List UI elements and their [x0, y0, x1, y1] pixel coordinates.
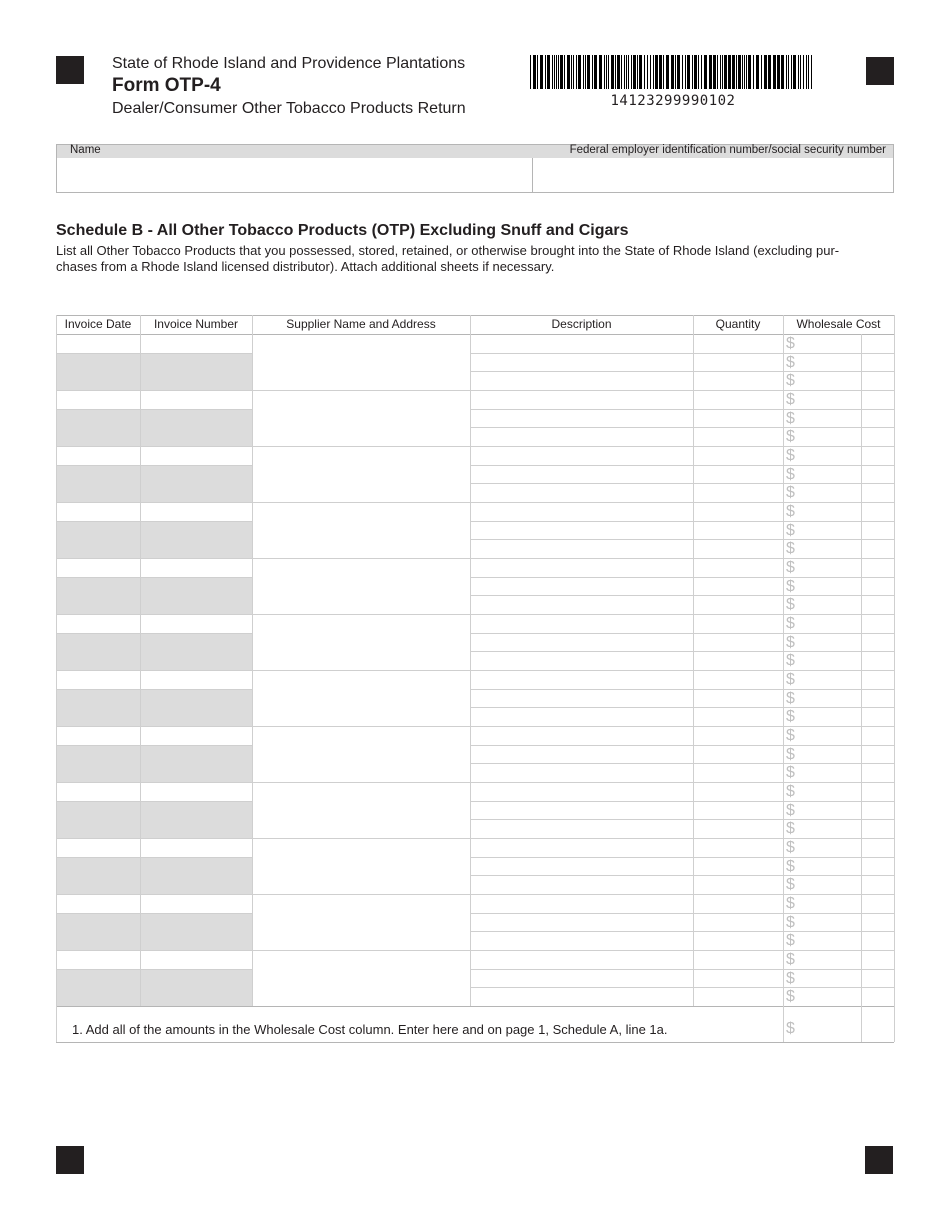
- description-field[interactable]: [470, 838, 693, 857]
- schedule-instructions: List all Other Tobacco Products that you possessed, stored, retained, or otherwise brought into the State of Rhode Island (excluding pur- chases from a Rhode Island licensed distributor). Attach additional sheets if necessary.: [56, 243, 840, 274]
- description-field[interactable]: [470, 689, 693, 708]
- dollar-sign: $: [786, 391, 795, 408]
- dollar-sign: $: [786, 671, 795, 688]
- description-field[interactable]: [470, 894, 693, 913]
- description-field[interactable]: [470, 707, 693, 726]
- shaded-area: [56, 521, 252, 558]
- dollar-sign: $: [786, 783, 795, 800]
- description-field[interactable]: [470, 371, 693, 390]
- invoice-number-field[interactable]: [140, 670, 252, 689]
- description-field[interactable]: [470, 857, 693, 876]
- dollar-sign: $: [786, 596, 795, 614]
- invoice-date-field[interactable]: [56, 782, 140, 801]
- supplier-name-address-field[interactable]: [252, 558, 470, 614]
- invoice-date-field[interactable]: [56, 670, 140, 689]
- quantity-field[interactable]: [693, 334, 783, 353]
- dollar-sign: $: [786, 353, 795, 371]
- shaded-area: [56, 857, 252, 894]
- description-field[interactable]: [470, 614, 693, 633]
- dollar-sign: $: [786, 652, 795, 670]
- dollar-sign: $: [786, 895, 795, 912]
- quantity-field[interactable]: [693, 353, 783, 372]
- description-field[interactable]: [470, 353, 693, 372]
- description-field[interactable]: [470, 875, 693, 894]
- shaded-area: [56, 801, 252, 838]
- quantity-field[interactable]: [693, 502, 783, 521]
- quantity-field[interactable]: [693, 558, 783, 577]
- quantity-field[interactable]: [693, 913, 783, 932]
- dollar-sign: $: [786, 484, 795, 502]
- invoice-number-field[interactable]: [140, 446, 252, 465]
- description-field[interactable]: [470, 577, 693, 596]
- col-header-quantity: Quantity: [715, 317, 761, 331]
- dollar-sign: $: [786, 409, 795, 427]
- quantity-field[interactable]: [693, 409, 783, 428]
- quantity-field[interactable]: [693, 950, 783, 969]
- col-header-invoice-date: Invoice Date: [64, 317, 132, 331]
- fein-label: Federal employer identification number/social security number: [569, 144, 886, 156]
- supplier-name-address-field[interactable]: [252, 726, 470, 782]
- invoice-number-field[interactable]: [140, 838, 252, 857]
- invoice-date-field[interactable]: [56, 950, 140, 969]
- shaded-area: [56, 689, 252, 726]
- supplier-name-address-field[interactable]: [252, 502, 470, 558]
- invoice-date-field[interactable]: [56, 894, 140, 913]
- quantity-field[interactable]: [693, 651, 783, 670]
- invoice-number-field[interactable]: [140, 782, 252, 801]
- invoice-number-field[interactable]: [140, 558, 252, 577]
- dollar-sign: $: [786, 857, 795, 875]
- supplier-name-address-field[interactable]: [252, 390, 470, 446]
- quantity-field[interactable]: [693, 689, 783, 708]
- dollar-sign: $: [786, 447, 795, 464]
- form-number: Form OTP-4: [112, 75, 221, 96]
- supplier-name-address-field[interactable]: [252, 670, 470, 726]
- description-field[interactable]: [470, 409, 693, 428]
- description-field[interactable]: [470, 801, 693, 820]
- quantity-field[interactable]: [693, 894, 783, 913]
- invoice-number-field[interactable]: [140, 726, 252, 745]
- quantity-field[interactable]: [693, 726, 783, 745]
- quantity-field[interactable]: [693, 577, 783, 596]
- invoice-date-field[interactable]: [56, 838, 140, 857]
- invoice-date-field[interactable]: [56, 502, 140, 521]
- dollar-sign: $: [786, 335, 795, 352]
- description-field[interactable]: [470, 819, 693, 838]
- quantity-field[interactable]: [693, 670, 783, 689]
- description-field[interactable]: [470, 763, 693, 782]
- quantity-field[interactable]: [693, 465, 783, 484]
- quantity-field[interactable]: [693, 595, 783, 614]
- dollar-sign: $: [786, 428, 795, 446]
- description-field[interactable]: [470, 782, 693, 801]
- quantity-field[interactable]: [693, 857, 783, 876]
- invoice-date-field[interactable]: [56, 390, 140, 409]
- dollar-sign: $: [786, 503, 795, 520]
- supplier-name-address-field[interactable]: [252, 446, 470, 502]
- invoice-number-field[interactable]: [140, 950, 252, 969]
- total-dollar-sign: $: [786, 1020, 795, 1037]
- state-name: State of Rhode Island and Providence Plantations: [112, 55, 466, 72]
- dollar-sign: $: [786, 540, 795, 558]
- total-wholesale-cost-field[interactable]: [784, 1006, 860, 1040]
- description-field[interactable]: [470, 726, 693, 745]
- name-label: Name: [70, 144, 101, 156]
- dollar-sign: $: [786, 689, 795, 707]
- dollar-sign: $: [786, 745, 795, 763]
- invoice-date-field[interactable]: [56, 614, 140, 633]
- col-header-supplier: Supplier Name and Address: [286, 317, 436, 331]
- quantity-field[interactable]: [693, 782, 783, 801]
- description-field[interactable]: [470, 931, 693, 950]
- invoice-number-field[interactable]: [140, 334, 252, 353]
- dollar-sign: $: [786, 633, 795, 651]
- quantity-field[interactable]: [693, 969, 783, 988]
- description-field[interactable]: [470, 950, 693, 969]
- description-field[interactable]: [470, 558, 693, 577]
- quantity-field[interactable]: [693, 539, 783, 558]
- dollar-sign: $: [786, 764, 795, 782]
- shaded-area: [56, 745, 252, 782]
- dollar-sign: $: [786, 559, 795, 576]
- invoice-number-field[interactable]: [140, 390, 252, 409]
- dollar-sign: $: [786, 876, 795, 894]
- dollar-sign: $: [786, 801, 795, 819]
- supplier-name-address-field[interactable]: [252, 838, 470, 894]
- supplier-name-address-field[interactable]: [252, 334, 470, 390]
- total-line-label: 1. Add all of the amounts in the Wholesale Cost column. Enter here and on page 1, Schedule A, line 1a.: [72, 1022, 668, 1037]
- quantity-field[interactable]: [693, 633, 783, 652]
- dollar-sign: $: [786, 969, 795, 987]
- dollar-sign: $: [786, 372, 795, 390]
- description-field[interactable]: [470, 427, 693, 446]
- dollar-sign: $: [786, 708, 795, 726]
- quantity-field[interactable]: [693, 819, 783, 838]
- dollar-sign: $: [786, 951, 795, 968]
- description-field[interactable]: [470, 987, 693, 1006]
- dollar-sign: $: [786, 465, 795, 483]
- description-field[interactable]: [470, 745, 693, 764]
- description-field[interactable]: [470, 334, 693, 353]
- dollar-sign: $: [786, 839, 795, 856]
- shaded-area: [56, 465, 252, 502]
- col-header-wholesale-cost: Wholesale Cost: [796, 317, 881, 331]
- quantity-field[interactable]: [693, 745, 783, 764]
- shaded-area: [56, 577, 252, 614]
- dollar-sign: $: [786, 820, 795, 838]
- quantity-field[interactable]: [693, 707, 783, 726]
- quantity-field[interactable]: [693, 427, 783, 446]
- description-field[interactable]: [470, 969, 693, 988]
- invoice-date-field[interactable]: [56, 558, 140, 577]
- description-field[interactable]: [470, 651, 693, 670]
- quantity-field[interactable]: [693, 801, 783, 820]
- description-field[interactable]: [470, 539, 693, 558]
- invoice-date-field[interactable]: [56, 334, 140, 353]
- invoice-date-field[interactable]: [56, 446, 140, 465]
- col-header-invoice-number: Invoice Number: [153, 317, 239, 331]
- quantity-field[interactable]: [693, 521, 783, 540]
- description-field[interactable]: [470, 595, 693, 614]
- description-field[interactable]: [470, 913, 693, 932]
- shaded-area: [56, 633, 252, 670]
- description-field[interactable]: [470, 390, 693, 409]
- invoice-number-field[interactable]: [140, 614, 252, 633]
- quantity-field[interactable]: [693, 875, 783, 894]
- quantity-field[interactable]: [693, 371, 783, 390]
- dollar-sign: $: [786, 913, 795, 931]
- invoice-number-field[interactable]: [140, 894, 252, 913]
- invoice-date-field[interactable]: [56, 726, 140, 745]
- description-field[interactable]: [470, 483, 693, 502]
- description-field[interactable]: [470, 502, 693, 521]
- barcode-number: 14123299990102: [610, 93, 736, 109]
- quantity-field[interactable]: [693, 987, 783, 1006]
- quantity-field[interactable]: [693, 483, 783, 502]
- dollar-sign: $: [786, 521, 795, 539]
- quantity-field[interactable]: [693, 931, 783, 950]
- dollar-sign: $: [786, 988, 795, 1006]
- quantity-field[interactable]: [693, 763, 783, 782]
- supplier-name-address-field[interactable]: [252, 782, 470, 838]
- dollar-sign: $: [786, 577, 795, 595]
- description-field[interactable]: [470, 446, 693, 465]
- description-field[interactable]: [470, 465, 693, 484]
- supplier-name-address-field[interactable]: [252, 894, 470, 950]
- dollar-sign: $: [786, 615, 795, 632]
- dollar-sign: $: [786, 727, 795, 744]
- quantity-field[interactable]: [693, 390, 783, 409]
- description-field[interactable]: [470, 521, 693, 540]
- col-header-description: Description: [551, 317, 612, 331]
- quantity-field[interactable]: [693, 446, 783, 465]
- shaded-area: [56, 913, 252, 950]
- description-field[interactable]: [470, 633, 693, 652]
- shaded-area: [56, 409, 252, 446]
- shaded-area: [56, 353, 252, 390]
- schedule-title: Schedule B - All Other Tobacco Products (OTP) Excluding Snuff and Cigars: [56, 222, 629, 239]
- form-title: Dealer/Consumer Other Tobacco Products Return: [112, 100, 466, 117]
- invoice-number-field[interactable]: [140, 502, 252, 521]
- supplier-name-address-field[interactable]: [252, 614, 470, 670]
- dollar-sign: $: [786, 932, 795, 950]
- supplier-name-address-field[interactable]: [252, 950, 470, 1006]
- quantity-field[interactable]: [693, 838, 783, 857]
- description-field[interactable]: [470, 670, 693, 689]
- shaded-area: [56, 969, 252, 1006]
- quantity-field[interactable]: [693, 614, 783, 633]
